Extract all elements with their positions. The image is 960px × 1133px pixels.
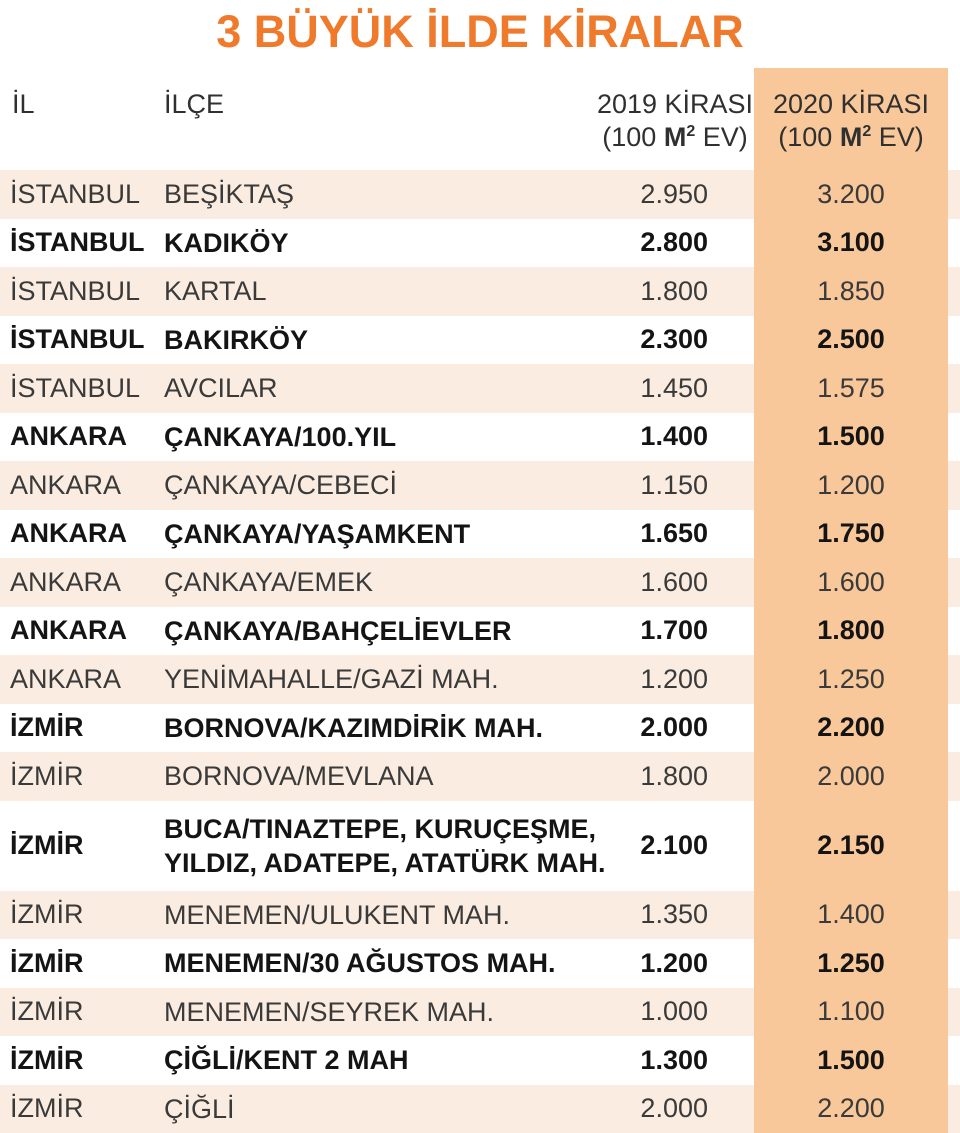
cell-rent-2020: 1.500	[754, 1036, 948, 1085]
table-row	[0, 752, 960, 801]
cell-rent-2019: 1.150	[596, 461, 754, 510]
header-2019-title: 2019 KİRASI	[596, 88, 754, 121]
cell-rent-2019: 1.350	[596, 891, 754, 940]
cell-ilce: KADIKÖY	[164, 219, 289, 268]
cell-rent-2020: 2.200	[754, 704, 948, 753]
cell-rent-2019: 2.100	[596, 801, 754, 891]
cell-il: ANKARA	[10, 607, 127, 656]
cell-il: ANKARA	[10, 461, 121, 510]
table-header	[0, 68, 960, 168]
cell-rent-2019: 1.800	[596, 752, 754, 801]
header-2020-unit: (100 $M^2$ EV)	[754, 121, 948, 154]
header-ilce: İLÇE	[164, 88, 224, 121]
cell-rent-2020: 2.150	[754, 801, 948, 891]
cell-rent-2019: 1.450	[596, 364, 754, 413]
cell-rent-2020: 3.100	[754, 219, 948, 268]
cell-ilce: ÇANKAYA/100.YIL	[164, 413, 396, 462]
cell-rent-2019: 2.800	[596, 219, 754, 268]
cell-rent-2019: 1.600	[596, 558, 754, 607]
cell-rent-2019: 2.950	[596, 170, 754, 219]
cell-ilce: BORNOVA/MEVLANA	[164, 752, 434, 801]
header-il: İL	[12, 88, 35, 121]
cell-il: İZMİR	[10, 1085, 84, 1133]
cell-rent-2020: 1.750	[754, 510, 948, 559]
cell-ilce: ÇANKAYA/YAŞAMKENT	[164, 510, 470, 559]
cell-rent-2020: 2.000	[754, 752, 948, 801]
cell-ilce: AVCILAR	[164, 364, 278, 413]
cell-rent-2020: 1.800	[754, 607, 948, 656]
cell-il: İSTANBUL	[10, 170, 140, 219]
cell-rent-2020: 1.400	[754, 891, 948, 940]
cell-ilce: MENEMEN/30 AĞUSTOS MAH.	[164, 939, 556, 988]
cell-ilce: BORNOVA/KAZIMDİRİK MAH.	[164, 704, 543, 753]
header-2020	[754, 88, 948, 154]
cell-ilce: MENEMEN/SEYREK MAH.	[164, 988, 494, 1037]
cell-rent-2020: 1.575	[754, 364, 948, 413]
cell-rent-2020: 1.600	[754, 558, 948, 607]
cell-rent-2020: 1.250	[754, 655, 948, 704]
cell-rent-2019: 2.000	[596, 1085, 754, 1133]
header-2020-title: 2020 KİRASI	[754, 88, 948, 121]
cell-rent-2019: 1.200	[596, 939, 754, 988]
table-row	[0, 267, 960, 316]
cell-rent-2020: 3.200	[754, 170, 948, 219]
cell-ilce: BEŞİKTAŞ	[164, 170, 294, 219]
table-row	[0, 510, 960, 559]
cell-il: ANKARA	[10, 510, 127, 559]
cell-rent-2020: 1.850	[754, 267, 948, 316]
cell-rent-2019: 1.700	[596, 607, 754, 656]
table-row	[0, 558, 960, 607]
table-row	[0, 891, 960, 940]
cell-il: İZMİR	[10, 1036, 84, 1085]
cell-il: İSTANBUL	[10, 364, 140, 413]
cell-il: İSTANBUL	[10, 316, 145, 365]
cell-rent-2020: 1.100	[754, 988, 948, 1037]
cell-rent-2020: 1.200	[754, 461, 948, 510]
table-row	[0, 1036, 960, 1085]
table-row	[0, 939, 960, 988]
table-row	[0, 413, 960, 462]
table-row	[0, 316, 960, 365]
cell-il: ANKARA	[10, 655, 121, 704]
table-row	[0, 170, 960, 219]
header-2019-unit: (100 $M^2$ EV)	[596, 121, 754, 154]
table-row	[0, 988, 960, 1037]
table-row	[0, 219, 960, 268]
cell-rent-2019: 1.000	[596, 988, 754, 1037]
cell-rent-2019: 1.400	[596, 413, 754, 462]
cell-ilce: BAKIRKÖY	[164, 316, 308, 365]
cell-il: ANKARA	[10, 558, 121, 607]
cell-ilce: ÇİĞLİ/KENT 2 MAH	[164, 1036, 409, 1085]
cell-ilce: ÇANKAYA/EMEK	[164, 558, 373, 607]
cell-rent-2020: 1.250	[754, 939, 948, 988]
cell-il: İSTANBUL	[10, 219, 145, 268]
cell-ilce: YENİMAHALLE/GAZİ MAH.	[164, 655, 499, 704]
header-2019	[596, 88, 754, 154]
cell-ilce: MENEMEN/ULUKENT MAH.	[164, 891, 510, 940]
cell-rent-2019: 2.300	[596, 316, 754, 365]
table-row	[0, 461, 960, 510]
cell-il: İZMİR	[10, 891, 84, 940]
table-row	[0, 1085, 960, 1133]
table-row	[0, 607, 960, 656]
table-row	[0, 704, 960, 753]
page-title: 3 BÜYÜK İLDE KİRALAR	[0, 0, 960, 66]
table-row	[0, 801, 960, 891]
cell-rent-2020: 1.500	[754, 413, 948, 462]
cell-il: İZMİR	[10, 939, 84, 988]
cell-rent-2019: 1.300	[596, 1036, 754, 1085]
cell-ilce: BUCA/TINAZTEPE, KURUÇEŞME, YILDIZ, ADATEPE, ATATÜRK MAH.	[164, 801, 605, 891]
cell-rent-2020: 2.500	[754, 316, 948, 365]
cell-rent-2019: 1.200	[596, 655, 754, 704]
cell-il: İZMİR	[10, 704, 84, 753]
cell-il: İZMİR	[10, 988, 84, 1037]
cell-rent-2020: 2.200	[754, 1085, 948, 1133]
cell-ilce: ÇANKAYA/BAHÇELİEVLER	[164, 607, 512, 656]
cell-rent-2019: 2.000	[596, 704, 754, 753]
cell-rent-2019: 1.800	[596, 267, 754, 316]
cell-rent-2019: 1.650	[596, 510, 754, 559]
cell-ilce: KARTAL	[164, 267, 267, 316]
cell-il: İZMİR	[10, 801, 84, 891]
table-row	[0, 364, 960, 413]
cell-il: ANKARA	[10, 413, 127, 462]
cell-il: İZMİR	[10, 752, 84, 801]
cell-il: İSTANBUL	[10, 267, 140, 316]
cell-ilce: ÇANKAYA/CEBECİ	[164, 461, 397, 510]
table-row	[0, 655, 960, 704]
cell-ilce: ÇİĞLİ	[164, 1085, 235, 1133]
